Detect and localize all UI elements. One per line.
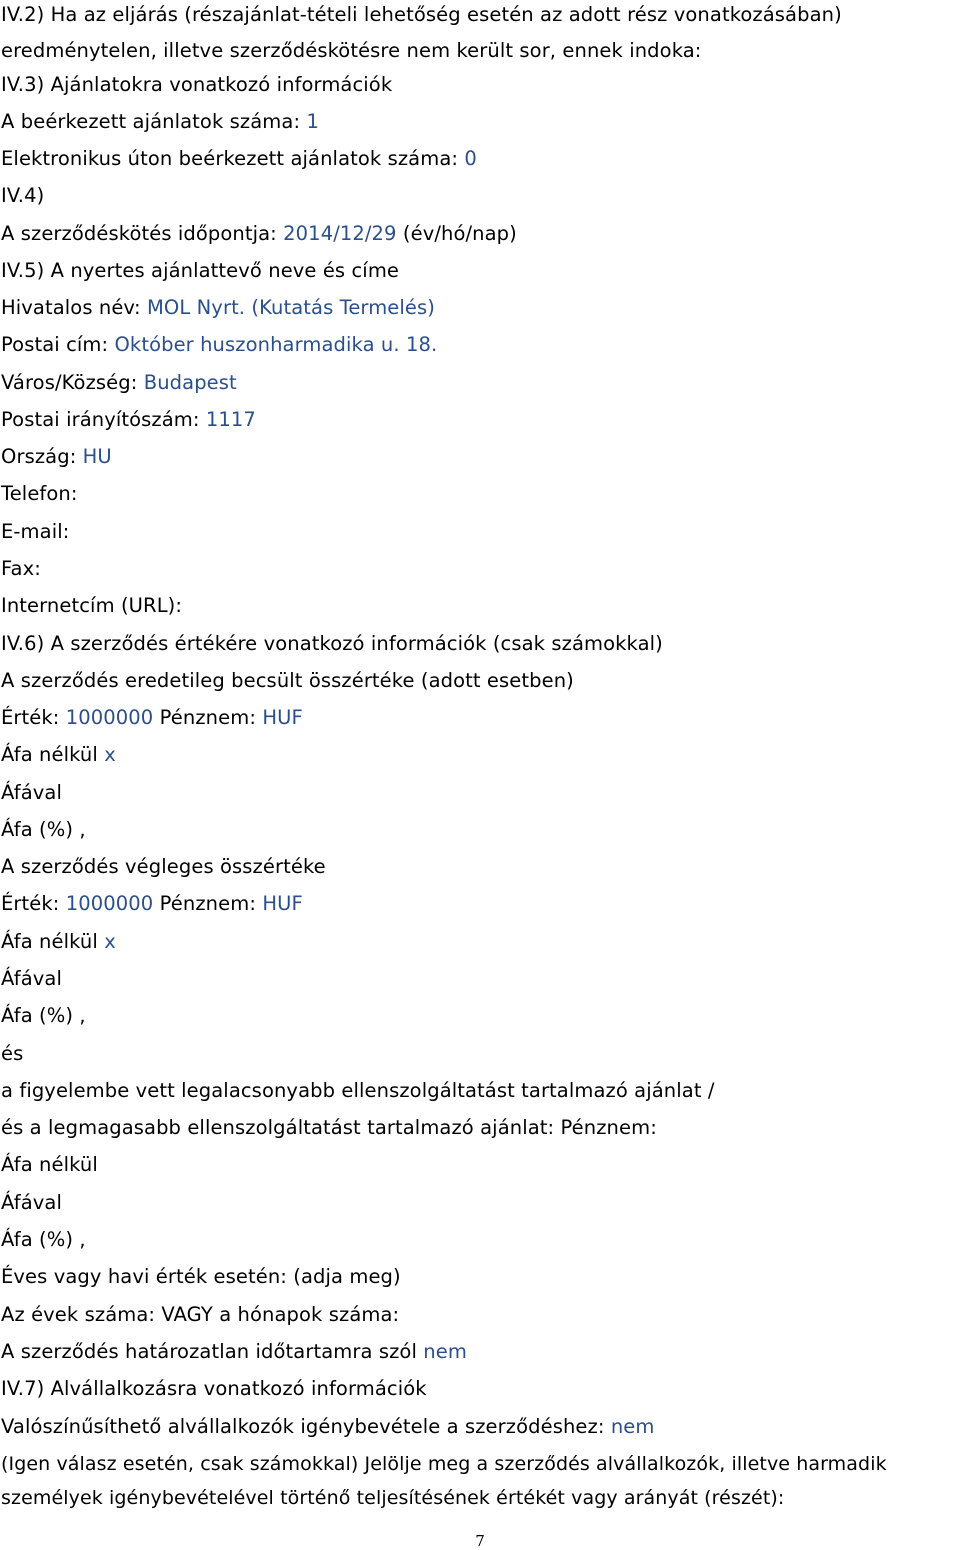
postal-address-row — [1, 333, 437, 357]
offers-count-label: A beérkezett ajánlatok száma: — [1, 110, 301, 133]
estimated-net-label: Áfa nélkül — [1, 743, 98, 766]
email-label: E-mail: — [1, 520, 70, 543]
postcode-label: Postai irányítószám: — [1, 408, 200, 431]
section-iv2-line2: eredménytelen, illetve szerződéskötésre nem került sor, ennek indoka: — [1, 39, 702, 62]
section-iv5-heading: IV.5) A nyertes ajánlattevő neve és címe — [1, 259, 400, 282]
final-vat-label: Áfa (%) , — [1, 1004, 86, 1027]
final-net-mark: x — [104, 930, 116, 953]
phone-label: Telefon: — [1, 482, 78, 505]
city-label: Város/Község: — [1, 371, 138, 394]
postal-address-value: Október huszonharmadika u. 18. — [114, 333, 438, 356]
section-iv4-heading: IV.4) — [1, 184, 45, 207]
final-net-label: Áfa nélkül — [1, 930, 98, 953]
section-iv3-heading: IV.3) Ajánlatokra vonatkozó információk — [1, 73, 393, 96]
contract-date-row — [1, 222, 517, 246]
annual-monthly-label: Éves vagy havi érték esetén: (adja meg) — [1, 1265, 401, 1288]
final-total-label: A szerződés végleges összértéke — [1, 855, 326, 878]
electronic-offers-row — [1, 147, 477, 171]
postal-address-label: Postai cím: — [1, 333, 109, 356]
highest-offer-label: és a legmagasabb ellenszolgáltatást tartalmazó ajánlat: Pénznem: — [1, 1116, 657, 1139]
city-value: Budapest — [143, 371, 237, 394]
official-name-row — [1, 296, 435, 320]
section-iv6-heading: IV.6) A szerződés értékére vonatkozó információk (csak számokkal) — [1, 632, 663, 655]
electronic-offers-value: 0 — [464, 147, 477, 170]
country-label: Ország: — [1, 445, 77, 468]
country-row — [1, 445, 112, 469]
contract-date-value: 2014/12/29 — [283, 222, 397, 245]
url-label: Internetcím (URL): — [1, 594, 183, 617]
estimated-net-row — [1, 743, 116, 767]
indefinite-term-value: nem — [423, 1340, 467, 1363]
estimated-value-label: Érték: — [1, 706, 60, 729]
final-value-label: Érték: — [1, 892, 60, 915]
offers-count-value: 1 — [306, 110, 319, 133]
final-net-row — [1, 930, 116, 954]
estimated-vat-label: Áfa (%) , — [1, 818, 86, 841]
estimated-net-mark: x — [104, 743, 116, 766]
postcode-value: 1117 — [205, 408, 256, 431]
final-currency-value: HUF — [262, 892, 303, 915]
city-row — [1, 371, 237, 395]
postcode-row — [1, 408, 256, 432]
subcontractor-value: nem — [610, 1415, 655, 1438]
indefinite-term-row — [1, 1340, 467, 1364]
final-value-row — [1, 892, 303, 916]
subcontractor-row — [1, 1415, 655, 1439]
indefinite-term-label: A szerződés határozatlan időtartamra szól — [1, 1340, 417, 1363]
section-iv7-heading: IV.7) Alvállalkozásra vonatkozó információk — [1, 1377, 427, 1400]
fax-label: Fax: — [1, 557, 41, 580]
official-name-label: Hivatalos név: — [1, 296, 141, 319]
offers-count-row — [1, 110, 319, 134]
final-value-amount: 1000000 — [65, 892, 154, 915]
electronic-offers-label: Elektronikus úton beérkezett ajánlatok száma: — [1, 147, 459, 170]
estimated-value-amount: 1000000 — [65, 706, 154, 729]
estimated-currency-label: Pénznem: — [159, 706, 257, 729]
page-number: 7 — [475, 1532, 485, 1550]
estimated-currency-value: HUF — [262, 706, 303, 729]
estimated-value-row — [1, 706, 303, 730]
subcontractor-note-line2: személyek igénybevételével történő teljesítésének értékét vagy arányát (részét): — [1, 1487, 785, 1509]
contract-date-label: A szerződéskötés időpontja: — [1, 222, 277, 245]
and-label: és — [1, 1042, 24, 1065]
contract-date-format: (év/hó/nap) — [402, 222, 517, 245]
estimated-gross-label: Áfával — [1, 781, 62, 804]
years-months-label: Az évek száma: VAGY a hónapok száma: — [1, 1303, 400, 1326]
subcontractor-label: Valószínűsíthető alvállalkozók igénybevétele a szerződéshez: — [1, 1415, 605, 1438]
offer-net-label: Áfa nélkül — [1, 1153, 98, 1176]
lowest-offer-label: a figyelembe vett legalacsonyabb ellenszolgáltatást tartalmazó ajánlat / — [1, 1079, 715, 1102]
final-gross-label: Áfával — [1, 967, 62, 990]
country-value: HU — [82, 445, 112, 468]
section-iv2-line1: IV.2) Ha az eljárás (részajánlat-tételi lehetőség esetén az adott rész vonatkozásában) — [1, 3, 842, 26]
official-name-value: MOL Nyrt. (Kutatás Termelés) — [146, 296, 435, 319]
offer-gross-label: Áfával — [1, 1191, 62, 1214]
subcontractor-note-line1: (Igen válasz esetén, csak számokkal) Jelölje meg a szerződés alvállalkozók, illetve harmadik — [1, 1453, 887, 1475]
estimated-total-label: A szerződés eredetileg becsült összértéke (adott esetben) — [1, 669, 574, 692]
offer-vat-label: Áfa (%) , — [1, 1228, 86, 1251]
final-currency-label: Pénznem: — [159, 892, 257, 915]
